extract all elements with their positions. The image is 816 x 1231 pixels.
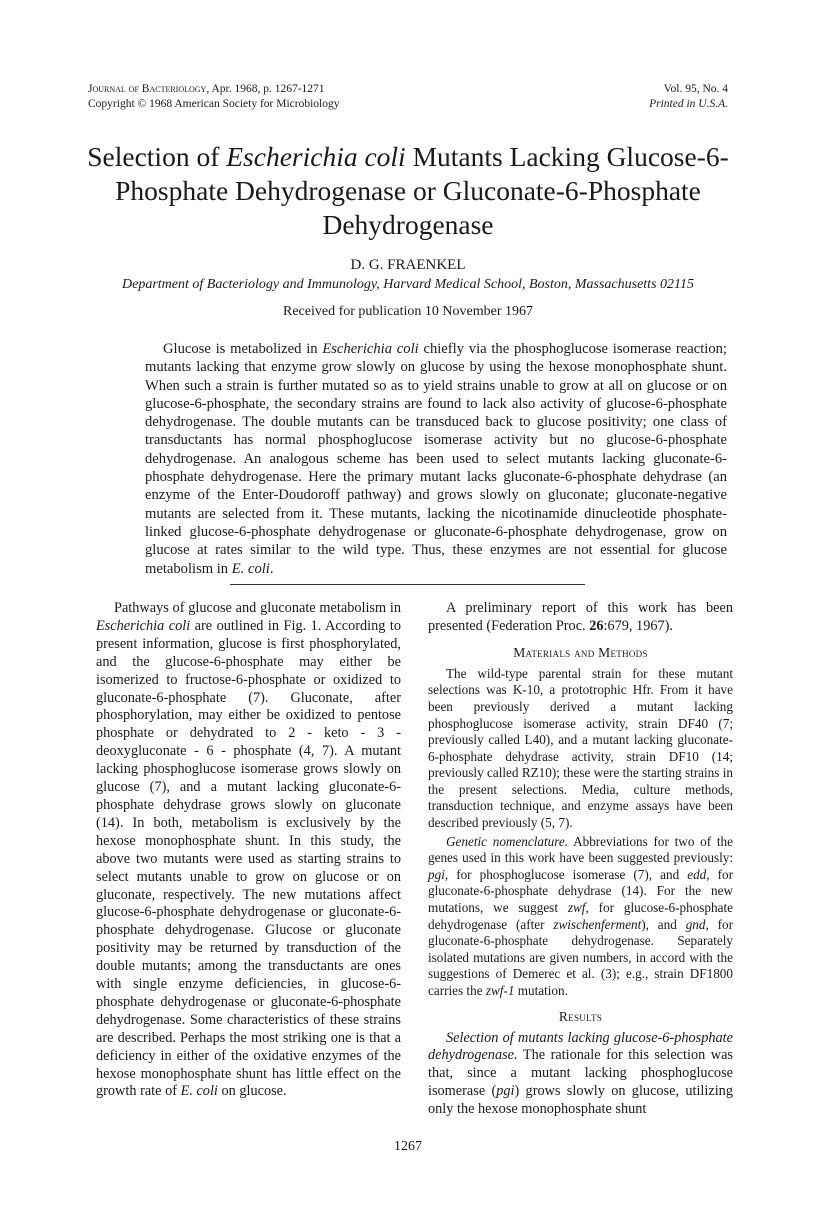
author-affiliation: Department of Bacteriology and Immunology, Harvard Medical School, Boston, Massachusetts 02115 (122, 277, 694, 292)
methods-heading: Materials and Methods (513, 644, 648, 660)
running-header-right (649, 82, 728, 112)
page-number: 1267 (394, 1139, 422, 1154)
paper-title: Selection of Escherichia coli Mutants Lacking Glucose-6-Phosphate Dehydrogenase or Gluconate-6-Phosphate Dehydrogenase (87, 141, 729, 240)
copyright-line: Copyright © 1968 American Society for Microbiology (88, 98, 340, 110)
issue-date: , Apr. 1968, p. 1267-1271 (206, 83, 325, 95)
title-organism: Escherichia coli (226, 141, 406, 172)
intro-paragraph: Pathways of glucose and gluconate metabolism in Escherichia coli are outlined in Fig. 1. According to present information, glucose is first phosphorylated, and the glucose-6-phosphate may either be isomerized to fructose-6-phosphate or oxidized to gluconate-6-phosphate (7). Gluconate, after phosphorylation, may either be oxidized to pentose phosphate or dehydrated to 2 - keto - 3 - deoxygluconate - 6 - phosphate (4, 7). A mutant lacking phosphoglucose isomerase grows slowly on glucose (7), and a mutant lacking gluconate-6-phosphate dehydrase grows slowly on gluconate (14). In both, metabolism is exclusively by the hexose monophosphate shunt. In this study, the above two mutants were used as starting strains to select mutants unable to grow on glucose or on gluconate, respectively. The new mutations affect glucose-6-phosphate dehydrogenase or gluconate-6-phosphate dehydrogenase. Glucose or gluconate positivity may be returned by transduction of the double mutants; among the transductants are ones with single enzyme deficiencies, in glucose-6-phosphate dehydrogenase or gluconate-6-phosphate dehydrogenase. Some characteristics of these strains are described. Perhaps the most striking one is that a deficiency in either of the oxidative enzymes of the hexose monophosphate shunt has little effect on the growth rate of E. coli on glucose. (96, 600, 401, 1100)
left-column (96, 600, 401, 1101)
selection-paragraph: Selection of mutants lacking glucose-6-phosphate dehydrogenase. The rationale for this selection was that, since a mutant lacking phosphoglucose isomerase (pgi) grows slowly on glucose, utilizing only the hexose monophosphate shunt (428, 1029, 733, 1118)
running-header-left (88, 82, 339, 112)
abstract: Glucose is metabolized in Escherichia coli chiefly via the phosphoglucose isomerase reaction; mutants lacking that enzyme grow slowly on glucose by using the hexose monophosphate shunt. When such a strain is further mutated so as to yield strains unable to grow at all on glucose or on glucose-6-phosphate, the secondary strains are found to lack also activity of glucose-6-phosphate dehydrogenase. The double mutants can be transduced back to glucose positivity; one class of transductants has normal phosphoglucose isomerase activity but no glucose-6-phosphate dehydrogenase. An analogous scheme has been used to select mutants lacking gluconate-6-phosphate dehydrogenase. Here the primary mutant lacks gluconate-6-phosphate dehydrase (an enzyme of the Enter-Doudoroff pathway) and grows slowly on gluconate; gluconate-negative mutants are selected from it. These mutants, lacking the nicotinamide dinucleotide phosphate-linked glucose-6-phosphate dehydrogenase or gluconate-6-phosphate dehydrogenase, grow on glucose at rates similar to the wild type. Thus, these enzymes are not essential for glucose metabolism in E. coli. (145, 341, 727, 577)
journal-name: Journal of Bacteriology (88, 83, 207, 95)
received-date: Received for publication 10 November 1967 (283, 304, 533, 319)
author-name: D. G. FRAENKEL (350, 257, 466, 273)
volume-number: Vol. 95, No. 4 (663, 83, 728, 95)
printed-in: Printed in U.S.A. (649, 98, 728, 110)
methods-paragraph: The wild-type parental strain for these mutant selections was K-10, a prototrophic Hfr. From it have been previously derived a mutant lacking phosphoglucose isomerase activity, strain DF40 (7; previously called L40), and a mutant lacking gluconate-6-phosphate dehydrase activity, strain DF10 (14; previously called RZ10); these were the starting strains in the present selections. Media, culture methods, transduction technique, and enzyme assays have been described previously (5, 7). (428, 665, 733, 831)
abstract-divider (230, 584, 585, 585)
nomenclature-paragraph: Genetic nomenclature. Abbreviations for two of the genes used in this work have been suggested previously: pgi, for phosphoglucose isomerase (7), and edd, for gluconate-6-phosphate dehydrase (14). For the new mutations, we suggest zwf, for glucose-6-phosphate dehydrogenase (after zwischenferment), and gnd, for gluconate-6-phosphate dehydrogenase. Separately isolated mutations are given numbers, in accord with the suggestions of Demerec et al. (3); e.g., strain DF1800 carries the zwf-1 mutation. (428, 833, 733, 998)
preliminary-report-paragraph: A preliminary report of this work has been presented (Federation Proc. 26:679, 1967). (428, 600, 733, 634)
results-heading: Results (558, 1008, 603, 1024)
right-column (428, 600, 733, 1119)
